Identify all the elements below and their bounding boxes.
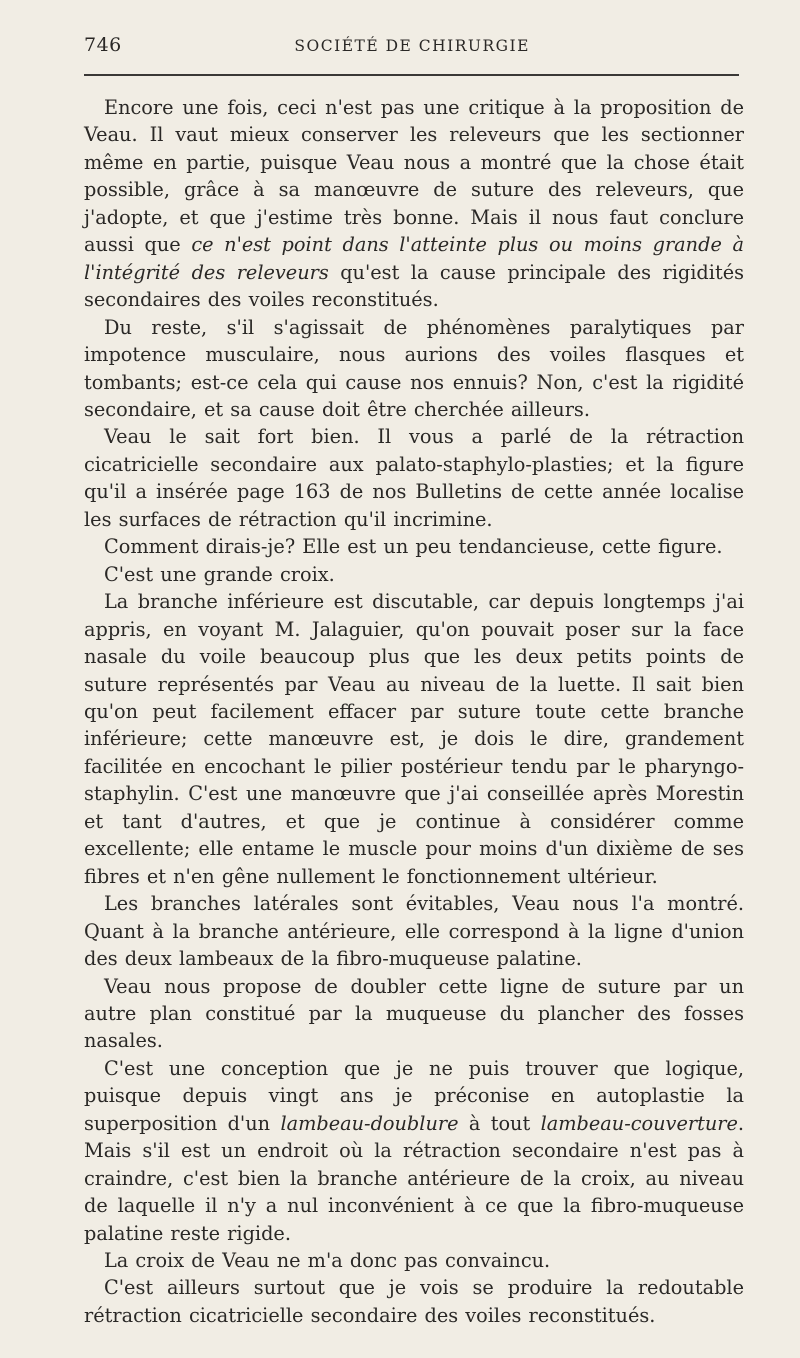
running-head: SOCIÉTÉ DE CHIRURGIE <box>294 37 530 55</box>
paragraph-9-text-c: . Mais s'il est un endroit où la rétraction secondaire n'est pas à craindre, c'est bien la branche antérieure de la croix, au niveau de laquelle il n'y a nul inconvénient à ce que la fibro-muqueuse palatine reste rigide. <box>84 1111 745 1245</box>
paragraph-6: La branche inférieure est discutable, car depuis longtemps j'ai appris, en voyant M. Jalaguier, qu'on pouvait poser sur la face nasale du voile beaucoup plus que les deux petits points de suture représentés par Veau au niveau de la luette. Il sait bien qu'on peut facilement effacer par suture toute cette branche inférieure; cette manœuvre est, je dois le dire, grandement facilitée en encochant le pilier postérieur tendu par le pharyngo-staphylin. C'est une manœuvre que j'ai conseillée après Morestin et tant d'autres, et que je continue à considérer comme excellente; elle entame le muscle pour moins d'un dixième de ses fibres et n'en gêne nullement le fonctionnement ultérieur. <box>84 590 744 888</box>
body-text <box>84 94 744 1329</box>
header-rule <box>84 74 739 76</box>
paragraph-8: Veau nous propose de doubler cette ligne de suture par un autre plan constitué par la muqueuse du plancher des fosses nasales. <box>84 974 744 1053</box>
paragraph-9 <box>84 1055 744 1247</box>
paragraph-10: La croix de Veau ne m'a donc pas convaincu. <box>104 1249 551 1273</box>
paragraph-1-emphasis: ce n'est point dans l'atteinte plus ou moins grande à l'intégrité des releveurs <box>84 233 744 284</box>
paragraph-9-emphasis-2: lambeau-couverture <box>540 1111 738 1135</box>
paragraph-11: C'est ailleurs surtout que je vois se produire la redoutable rétraction cicatricielle secondaire des voiles reconstitués. <box>84 1276 744 1327</box>
paragraph-9-text-b: à tout <box>458 1111 541 1135</box>
page-number: 746 <box>84 34 122 56</box>
paragraph-9-text-a: C'est une conception que je ne puis trouver que logique, puisque depuis vingt ans je préconise en autoplastie la superposition d'un <box>84 1056 744 1135</box>
page-header <box>84 34 740 56</box>
paragraph-4: Comment dirais-je? Elle est un peu tendancieuse, cette figure. <box>104 535 723 559</box>
paragraph-5: C'est une grande croix. <box>104 562 335 586</box>
paragraph-1-text-a: Encore une fois, ceci n'est pas une critique à la proposition de Veau. Il vaut mieux conserver les releveurs que les sectionner même en partie, puisque Veau nous a montré que la chose était possible, grâce à sa manœuvre de suture des releveurs, que j'adopte, et que j'estime très bonne. Mais il nous faut conclure aussi que <box>84 96 744 257</box>
paragraph-7: Les branches latérales sont évitables, Veau nous l'a montré. Quant à la branche antérieure, elle correspond à la ligne d'union des deux lambeaux de la fibro-muqueuse palatine. <box>84 892 744 971</box>
paragraph-1-text-b: qu'est la cause principale des rigidités secondaires des voiles reconstitués. <box>84 260 744 312</box>
paragraph-1 <box>84 94 744 314</box>
paragraph-3: Veau le sait fort bien. Il vous a parlé de la rétraction cicatricielle secondaire aux palato-staphylo-plasties; et la figure qu'il a insérée page 163 de nos Bulletins de cette année localise les surfaces de rétraction qu'il incrimine. <box>84 425 744 531</box>
paragraph-2: Du reste, s'il s'agissait de phénomènes paralytiques par impotence musculaire, nous aurions des voiles flasques et tombants; est-ce cela qui cause nos ennuis? Non, c'est la rigidité secondaire, et sa cause doit être cherchée ailleurs. <box>84 315 744 421</box>
paragraph-9-emphasis-1: lambeau-doublure <box>280 1111 459 1135</box>
